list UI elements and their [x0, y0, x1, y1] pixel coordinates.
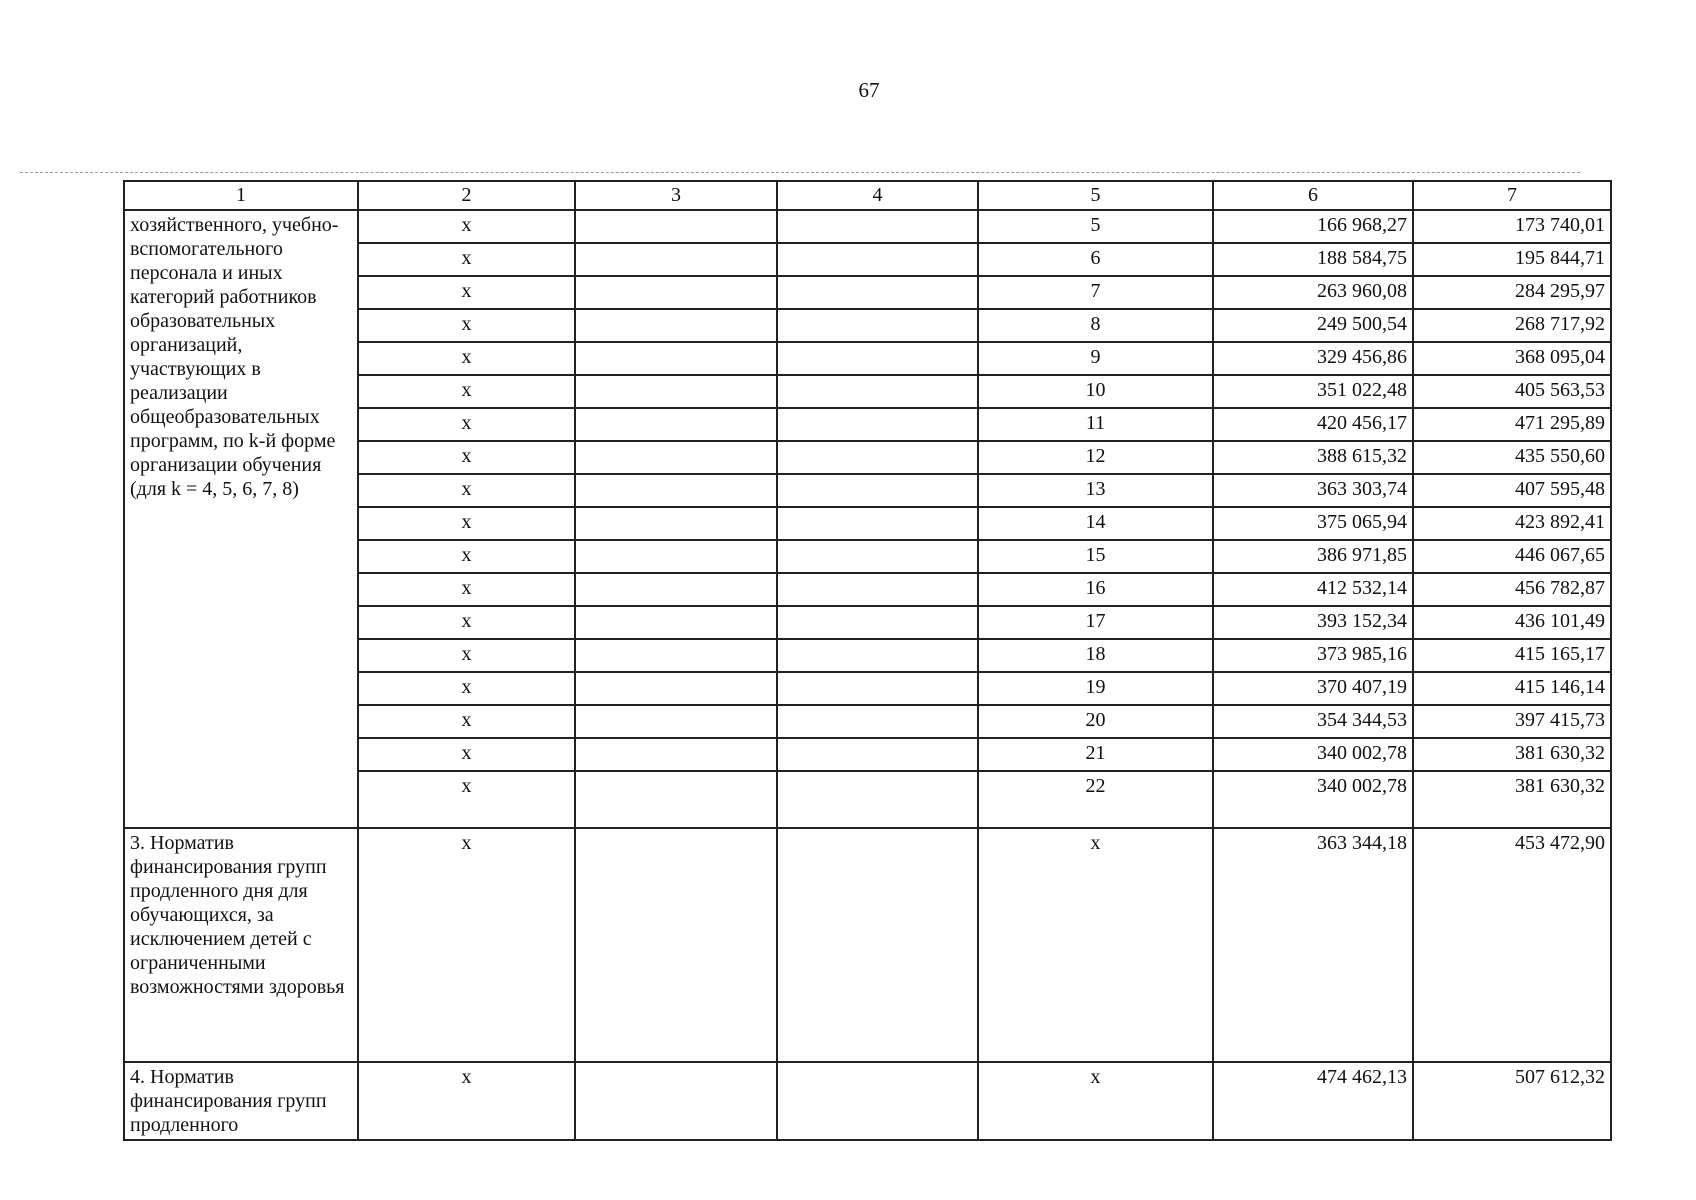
cell-col5: 10: [978, 375, 1213, 408]
cell-col4: [777, 309, 978, 342]
cell-col5: 20: [978, 705, 1213, 738]
cell-col3: [575, 540, 777, 573]
cell-col2: x: [358, 276, 575, 309]
cell-col3: [575, 342, 777, 375]
cell-col6: 420 456,17: [1213, 408, 1413, 441]
cell-col4: [777, 573, 978, 606]
cell-col6: 340 002,78: [1213, 738, 1413, 771]
cell-col2: x: [358, 309, 575, 342]
cell-col7: 435 550,60: [1413, 441, 1611, 474]
cell-col7: 405 563,53: [1413, 375, 1611, 408]
cell-col2: x: [358, 474, 575, 507]
cell-col3: [575, 1062, 777, 1140]
cell-col5: 12: [978, 441, 1213, 474]
cell-col2: x: [358, 342, 575, 375]
scan-rule-line: [20, 172, 1580, 173]
cell-col3: [575, 771, 777, 828]
cell-col3: [575, 309, 777, 342]
cell-col6: 412 532,14: [1213, 573, 1413, 606]
row-label: хозяйственного, учебно- вспомогательного персонала и иных категорий работников образовательных организаций, участвующих в реализации общеобразовательных программ, по k-й форме организации обучения (для k = 4, 5, 6, 7, 8): [130, 214, 339, 500]
cell-col4: [777, 507, 978, 540]
table-row: [124, 210, 1611, 243]
cell-col7: 507 612,32: [1413, 1062, 1611, 1140]
column-header: 2: [358, 181, 575, 210]
cell-col2: x: [358, 771, 575, 828]
cell-col2: x: [358, 408, 575, 441]
cell-col5: x: [978, 828, 1213, 1062]
cell-col3: [575, 276, 777, 309]
cell-col7: 397 415,73: [1413, 705, 1611, 738]
cell-col7: 407 595,48: [1413, 474, 1611, 507]
cell-col2: x: [358, 375, 575, 408]
cell-col2: x: [358, 606, 575, 639]
cell-col7: 381 630,32: [1413, 738, 1611, 771]
cell-col7: 381 630,32: [1413, 771, 1611, 828]
column-header: 7: [1413, 181, 1611, 210]
cell-col6: 370 407,19: [1213, 672, 1413, 705]
cell-col7: 268 717,92: [1413, 309, 1611, 342]
cell-col5: 8: [978, 309, 1213, 342]
cell-col5: 11: [978, 408, 1213, 441]
cell-col7: 415 146,14: [1413, 672, 1611, 705]
cell-col6: 373 985,16: [1213, 639, 1413, 672]
cell-col3: [575, 210, 777, 243]
cell-col2: x: [358, 639, 575, 672]
cell-col4: [777, 441, 978, 474]
cell-col4: [777, 672, 978, 705]
cell-col4: [777, 1062, 978, 1140]
cell-col5: 19: [978, 672, 1213, 705]
cell-col6: 166 968,27: [1213, 210, 1413, 243]
cell-col7: 368 095,04: [1413, 342, 1611, 375]
cell-col4: [777, 210, 978, 243]
column-header: 3: [575, 181, 777, 210]
row-label-cell: [124, 210, 358, 828]
cell-col5: 22: [978, 771, 1213, 828]
cell-col5: 14: [978, 507, 1213, 540]
cell-col6: 386 971,85: [1213, 540, 1413, 573]
cell-col4: [777, 705, 978, 738]
column-header: 5: [978, 181, 1213, 210]
cell-col3: [575, 573, 777, 606]
cell-col6: 340 002,78: [1213, 771, 1413, 828]
cell-col7: 456 782,87: [1413, 573, 1611, 606]
cell-col6: 263 960,08: [1213, 276, 1413, 309]
cell-col4: [777, 342, 978, 375]
cell-col2: x: [358, 573, 575, 606]
cell-col4: [777, 606, 978, 639]
cell-col4: [777, 276, 978, 309]
table-row: [124, 1062, 1611, 1140]
cell-col2: x: [358, 540, 575, 573]
cell-col7: 284 295,97: [1413, 276, 1611, 309]
cell-col7: 423 892,41: [1413, 507, 1611, 540]
cell-col5: 16: [978, 573, 1213, 606]
cell-col5: x: [978, 1062, 1213, 1140]
cell-col5: 5: [978, 210, 1213, 243]
cell-col3: [575, 672, 777, 705]
cell-col4: [777, 540, 978, 573]
cell-col4: [777, 375, 978, 408]
cell-col3: [575, 441, 777, 474]
cell-col5: 17: [978, 606, 1213, 639]
cell-col5: 15: [978, 540, 1213, 573]
cell-col4: [777, 408, 978, 441]
cell-col7: 436 101,49: [1413, 606, 1611, 639]
cell-col5: 21: [978, 738, 1213, 771]
cell-col4: [777, 243, 978, 276]
cell-col6: 329 456,86: [1213, 342, 1413, 375]
cell-col6: 375 065,94: [1213, 507, 1413, 540]
cell-col2: x: [358, 672, 575, 705]
cell-col5: 18: [978, 639, 1213, 672]
cell-col6: 351 022,48: [1213, 375, 1413, 408]
cell-col2: x: [358, 828, 575, 1062]
cell-col5: 7: [978, 276, 1213, 309]
cell-col4: [777, 474, 978, 507]
cell-col3: [575, 243, 777, 276]
table-row: [124, 828, 1611, 1062]
cell-col4: [777, 738, 978, 771]
cell-col6: 354 344,53: [1213, 705, 1413, 738]
cell-col2: x: [358, 507, 575, 540]
cell-col6: 363 344,18: [1213, 828, 1413, 1062]
cell-col2: x: [358, 441, 575, 474]
page-number: 67: [858, 78, 880, 102]
cell-col3: [575, 738, 777, 771]
cell-col7: 415 165,17: [1413, 639, 1611, 672]
cell-col7: 173 740,01: [1413, 210, 1611, 243]
cell-col6: 393 152,34: [1213, 606, 1413, 639]
cell-col2: x: [358, 210, 575, 243]
cell-col3: [575, 408, 777, 441]
cell-col6: 363 303,74: [1213, 474, 1413, 507]
cell-col3: [575, 828, 777, 1062]
column-header: 1: [124, 181, 358, 210]
cell-col4: [777, 828, 978, 1062]
row-label-cell: 4. Норматив финансирования групп продленного: [124, 1062, 358, 1140]
cell-col3: [575, 375, 777, 408]
cell-col4: [777, 771, 978, 828]
cell-col2: x: [358, 1062, 575, 1140]
cell-col6: 249 500,54: [1213, 309, 1413, 342]
cell-col3: [575, 606, 777, 639]
row-label-cell: 3. Норматив финансирования групп продленного дня для обучающихся, за исключением детей с ограниченными возможностями здоровья: [124, 828, 358, 1062]
cell-col7: 446 067,65: [1413, 540, 1611, 573]
column-header: 4: [777, 181, 978, 210]
cell-col3: [575, 705, 777, 738]
cell-col6: 188 584,75: [1213, 243, 1413, 276]
cell-col4: [777, 639, 978, 672]
cell-col7: 453 472,90: [1413, 828, 1611, 1062]
cell-col7: 195 844,71: [1413, 243, 1611, 276]
cell-col6: 388 615,32: [1213, 441, 1413, 474]
cell-col3: [575, 474, 777, 507]
cell-col2: x: [358, 243, 575, 276]
cell-col3: [575, 507, 777, 540]
cell-col5: 13: [978, 474, 1213, 507]
cell-col7: 471 295,89: [1413, 408, 1611, 441]
cell-col2: x: [358, 738, 575, 771]
cell-col5: 6: [978, 243, 1213, 276]
cell-col2: x: [358, 705, 575, 738]
cell-col6: 474 462,13: [1213, 1062, 1413, 1140]
cell-col3: [575, 639, 777, 672]
normative-table: [123, 180, 1612, 1141]
table-header-row: [124, 181, 1611, 210]
column-header: 6: [1213, 181, 1413, 210]
cell-col5: 9: [978, 342, 1213, 375]
